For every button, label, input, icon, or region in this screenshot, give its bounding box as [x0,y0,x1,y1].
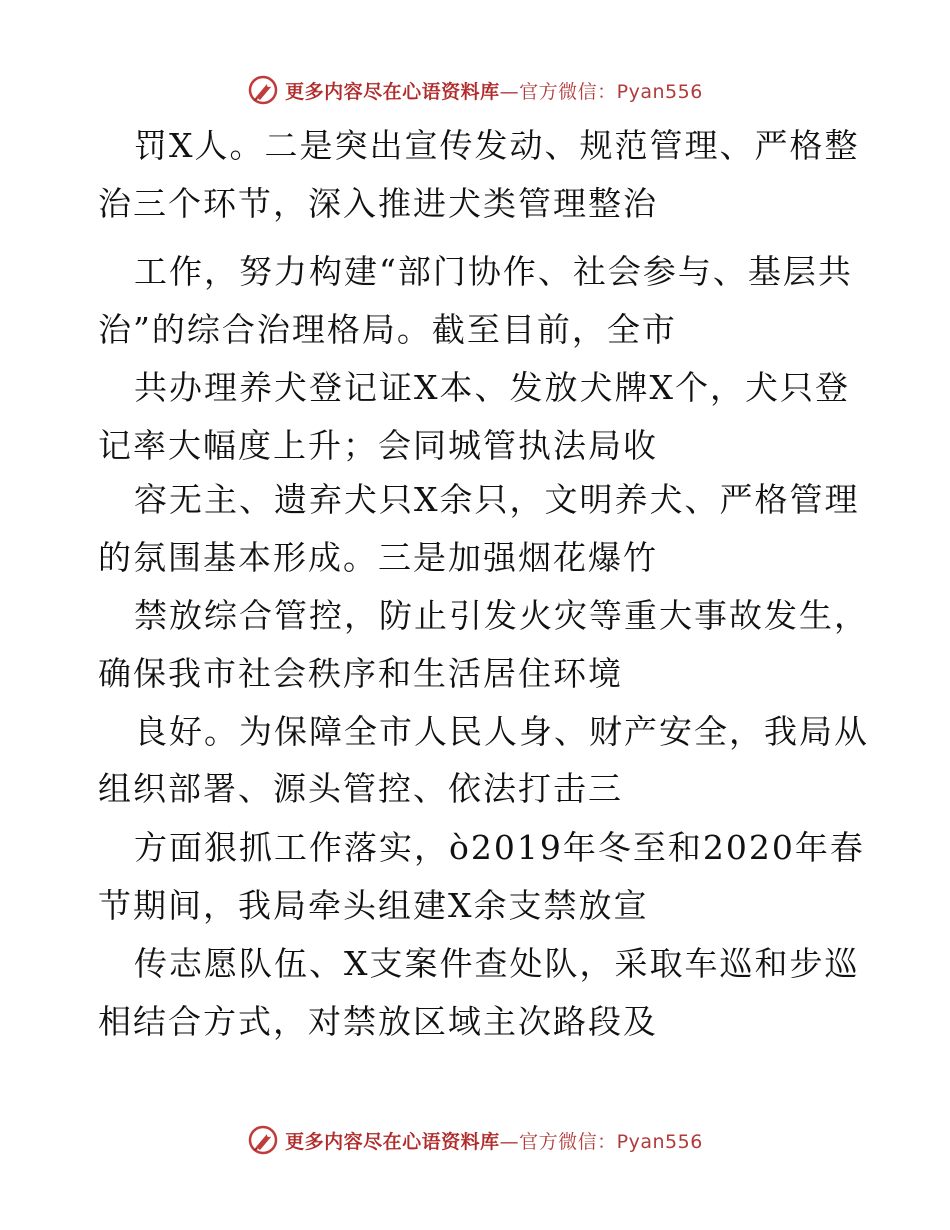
body-line: 治三个环节，深入推进犬类管理整治 [98,184,658,223]
pen-logo-icon [247,1124,279,1156]
header-banner-rest: —官方微信：Pyan556 [499,80,703,103]
body-line: 共办理养犬登记证X本、发放犬牌X个，犬只登 [134,368,850,407]
body-line: 传志愿队伍、X支案件查处队，采取车巡和步巡 [134,944,860,983]
body-line: 方面狠抓工作落实，ò2019年冬至和2020年春 [134,828,865,867]
body-line: 良好。为保障全市人民人身、财产安全，我局从 [134,712,869,751]
body-line: 罚X人。二是突出宣传发动、规范管理、严格整 [134,126,860,165]
body-line: 节期间，我局牵头组建X余支禁放宣 [98,886,649,925]
footer-banner-text [285,1127,703,1154]
body-line: 禁放综合管控，防止引发火灾等重大事故发生， [134,596,869,635]
body-line: 治”的综合治理格局。截至目前，全市 [98,310,677,349]
body-line: 记率大幅度上升；会同城管执法局收 [98,426,658,465]
pen-logo-icon [247,74,279,106]
footer-banner [0,1120,950,1160]
body-line: 组织部署、源头管控、依法打击三 [98,769,623,808]
header-banner-main: 更多内容尽在心语资料库 [285,80,500,103]
body-line: 容无主、遗弃犬只X余只，文明养犬、严格管理 [134,480,860,519]
header-banner [0,70,950,110]
footer-banner-main: 更多内容尽在心语资料库 [285,1130,500,1153]
footer-banner-inner [247,1124,703,1156]
footer-banner-rest: —官方微信：Pyan556 [499,1130,703,1153]
body-line: 的氛围基本形成。三是加强烟花爆竹 [98,538,658,577]
body-line: 相结合方式，对禁放区域主次路段及 [98,1002,658,1041]
body-line: 工作，努力构建“部门协作、社会参与、基层共 [134,252,853,291]
header-banner-text [285,77,703,104]
header-banner-inner [247,74,703,106]
body-line: 确保我市社会秩序和生活居住环境 [98,654,623,693]
